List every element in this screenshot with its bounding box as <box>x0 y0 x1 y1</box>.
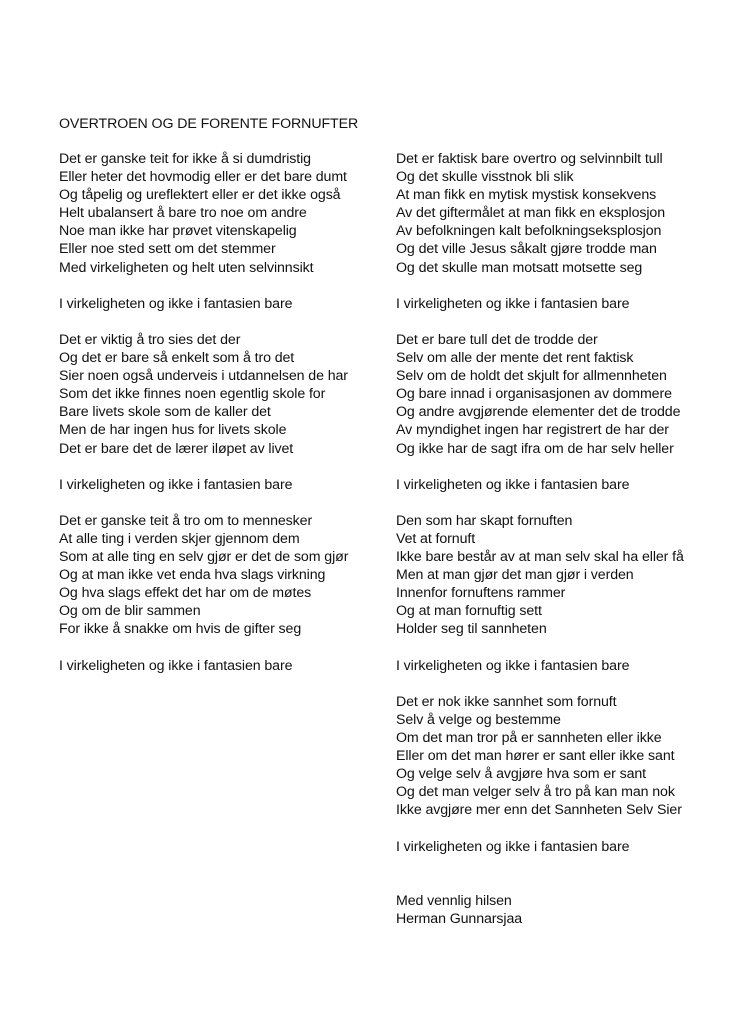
left-column <box>59 150 348 675</box>
poem-line: Og tåpelig og ureflektert eller er det ikke også <box>59 187 341 204</box>
right-column <box>396 150 684 928</box>
poem-line: Selv om alle der mente det rent faktisk <box>396 350 634 367</box>
poem-line: Eller heter det hovmodig eller er det bare dumt <box>59 169 347 186</box>
poem-line: Eller om det man hører er sant eller ikke sant <box>396 748 675 765</box>
poem-line: Det er bare det de lærer iløpet av livet <box>59 440 294 457</box>
poem-line: Det er bare tull det de trodde der <box>396 331 598 348</box>
poem-line: Av befolkningen kalt befolkningseksplosjon <box>396 223 662 240</box>
poem-line: Det er viktig å tro sies det der <box>59 331 241 348</box>
poem-line: Men at man gjør det man gjør i verden <box>396 567 634 584</box>
signature-closing: Med vennlig hilsen <box>396 892 512 909</box>
signature-name: Herman Gunnarsjaa <box>396 910 523 927</box>
poem-line: Det er ganske teit å tro om to mennesker <box>59 512 313 529</box>
poem-line: Og det man velger selv å tro på kan man nok <box>396 784 675 801</box>
refrain-line: I virkeligheten og ikke i fantasien bare <box>396 657 630 674</box>
poem-line: For ikke å snakke om hvis de gifter seg <box>59 621 302 638</box>
poem-line: Det er faktisk bare overtro og selvinnbilt tull <box>396 151 663 167</box>
poem-line: Og at man fornuftig sett <box>396 603 542 620</box>
refrain-line: I virkeligheten og ikke i fantasien bare <box>396 476 630 493</box>
stanza <box>396 693 684 820</box>
poem-line: Som at alle ting en selv gjør er det de som gjør <box>59 549 349 566</box>
poem-line: At man fikk en mytisk mystisk konsekvens <box>396 187 657 204</box>
poem-line: Sier noen også underveis i utdannelsen de har <box>59 368 348 385</box>
stanza <box>59 150 348 277</box>
poem-line: Og ikke har de sagt ifra om de har selv heller <box>396 440 674 457</box>
poem-line: Av det giftermålet at man fikk en eksplosjon <box>396 205 665 222</box>
poem-line: Og bare innad i organisasjonen av dommere <box>396 386 672 403</box>
poem-line: Innenfor fornuftens rammer <box>396 585 566 602</box>
poem-line: Selv å velge og bestemme <box>396 711 561 728</box>
poem-line: Selv om de holdt det skjult for allmennheten <box>396 368 667 385</box>
poem-line: Eller noe sted sett om det stemmer <box>59 241 276 258</box>
stanza <box>396 150 684 277</box>
poem-line: Holder seg til sannheten <box>396 621 547 638</box>
poem-line: Og hva slags effekt det har om de møtes <box>59 585 312 602</box>
poem-line: Og det ville Jesus såkalt gjøre trodde man <box>396 241 657 258</box>
refrain-line: I virkeligheten og ikke i fantasien bare <box>396 838 630 855</box>
poem-line: Og andre avgjørende elementer det de trodde <box>396 404 681 421</box>
poem-line: Helt ubalansert å bare tro noe om andre <box>59 205 307 222</box>
refrain-line: I virkeligheten og ikke i fantasien bare <box>59 295 293 312</box>
poem-line: At alle ting i verden skjer gjennom dem <box>59 530 300 547</box>
poem-line: Og det skulle man motsatt motsette seg <box>396 259 643 276</box>
poem-line: Som det ikke finnes noen egentlig skole for <box>59 386 326 403</box>
stanza <box>59 512 348 639</box>
poem-line: Den som har skapt fornuften <box>396 512 573 529</box>
poem-line: Og om de blir sammen <box>59 603 201 620</box>
poem-line: Ikke bare består av at man selv skal ha eller få <box>396 549 684 566</box>
poem-line: Og det skulle visstnok bli slik <box>396 169 574 186</box>
refrain-line: I virkeligheten og ikke i fantasien bare <box>59 476 293 493</box>
poem-line: Men de har ingen hus for livets skole <box>59 422 287 439</box>
stanza <box>396 331 684 458</box>
refrain-line: I virkeligheten og ikke i fantasien bare <box>59 657 293 674</box>
refrain-line: I virkeligheten og ikke i fantasien bare <box>396 295 630 312</box>
poem-line: Og at man ikke vet enda hva slags virkning <box>59 567 326 584</box>
poem-line: Det er nok ikke sannhet som fornuft <box>396 693 617 710</box>
poem-line: Det er ganske teit for ikke å si dumdristig <box>59 151 311 167</box>
poem-line: Av myndighet ingen har registrert de har der <box>396 422 669 439</box>
poem-line: Og velge selv å avgjøre hva som er sant <box>396 766 647 783</box>
poem-title: OVERTROEN OG DE FORENTE FORNUFTER <box>59 116 359 132</box>
poem-line: Ikke avgjøre mer enn det Sannheten Selv Sier <box>396 802 682 819</box>
stanza <box>59 331 348 458</box>
poem-line: Noe man ikke har prøvet vitenskapelig <box>59 223 297 240</box>
poem-line: Vet at fornuft <box>396 530 476 547</box>
stanza <box>396 512 684 639</box>
poem-line: Om det man tror på er sannheten eller ikke <box>396 730 662 746</box>
signature <box>396 892 684 928</box>
poem-line: Med virkeligheten og helt uten selvinnsikt <box>59 259 314 276</box>
poem-line: Bare livets skole som de kaller det <box>59 404 271 421</box>
poem-line: Og det er bare så enkelt som å tro det <box>59 350 295 367</box>
